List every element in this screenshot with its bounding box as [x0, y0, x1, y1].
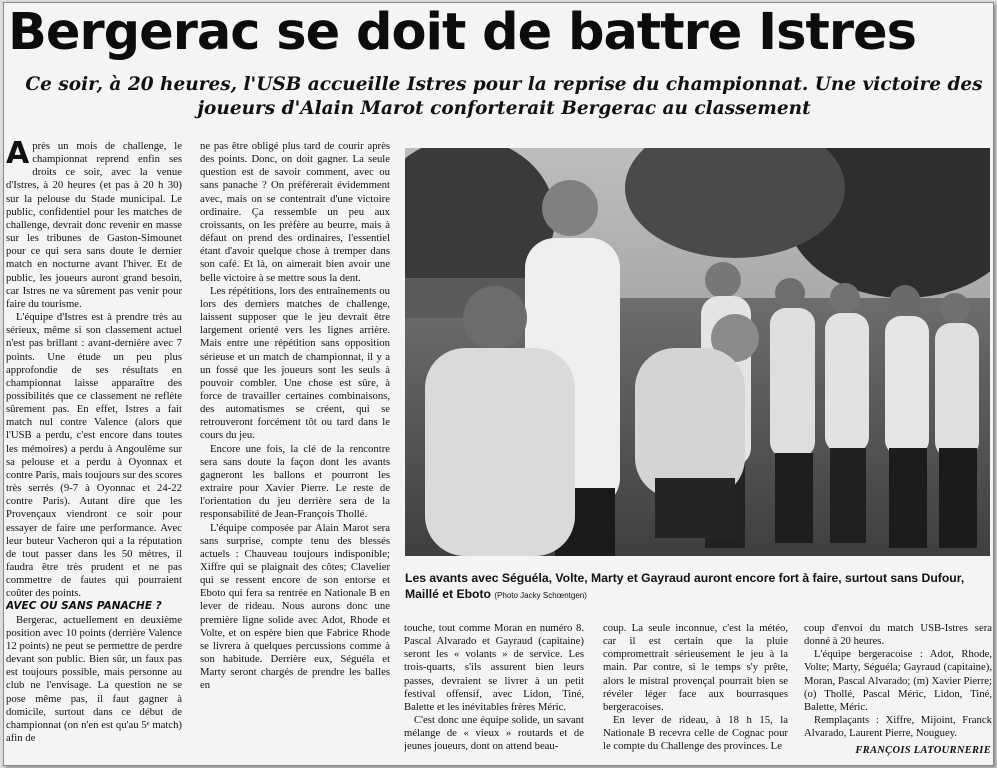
text-column-5: [804, 622, 992, 762]
paragraph: C'est donc une équipe solide, un savant mélange de « vieux » routards et de jeunes joueurs, dont on attend beau-: [404, 714, 584, 753]
drop-cap: A: [6, 140, 30, 171]
section-subhead: AVEC OU SANS PANACHE ?: [6, 600, 162, 613]
article-headline: Bergerac se doit de battre Istres: [8, 3, 916, 62]
text-column-4: [603, 622, 788, 762]
text-column-1: [6, 140, 182, 760]
rugby-team-photo: [405, 148, 990, 556]
paragraph: Encore une fois, la clé de la rencontre sera sans doute la façon dont les avants gagneront les ballons et pourront les extraire pour Xavier Pierre. Le reste de l'orientation du jeu derrière sera de la responsabilité de Jean-François Thollé.: [200, 442, 390, 521]
article-deck: Ce soir, à 20 heures, l'USB accueille Istres pour la reprise du championnat. Une victoire des joueurs d'Alain Marot conforterait Bergerac au classement: [25, 74, 983, 119]
team-lineup: L'équipe bergeracoise : Adot, Rhode, Volte; Marty, Séguéla; Gayraud (capitaine), Moran, Pascal Alvarado; (m) Xavier Pierre; (o) Thollé, Pascal Méric, Lidon, Tiné, Balette, Méric.: [804, 648, 992, 713]
paragraph: Bergerac, actuellement en deuxième position avec 10 points (derrière Valence 12 points) ne peut se permettre de perdre devant son public. Bien sûr, un faux pas est toujours possible, mais personne au club ne l'envisage. La question ne se pose même pas, il faut gagner à domicile, surtout dans ce début de championnat (on n'en est qu'au 5ᵉ match) afin de: [6, 613, 182, 745]
text-column-2: [200, 140, 390, 760]
text-column-3: [404, 622, 584, 762]
paragraph: Les répétitions, lors des entraînements ou lors des derniers matches de challenge, laissent supposer que le jeu devrait être largement orienté vers les lignes arrière. Mais entre une répétition sans opposition sérieuse et un match de championnat, il y a un fossé que les joueurs sont les seuls à pouvoir combler. Une chose est sûre, à force de travailler certaines combinaisons, des automatismes se créent, qui se retrouveront forcément tôt ou tard dans le cours du jeu.: [200, 284, 390, 442]
newspaper-page: [3, 2, 994, 766]
paragraph: L'équipe d'Istres est à prendre très au sérieux, même si son classement actuel n'est pas brillant : avant-dernière avec 7 points. Une étude un peu plus approfondie de ses résultats en championnat laisse apparaître des possibilités que ce classement ne reflète sûrement pas. En effet, Istres a fait match nul contre Valence (alors que l'USB a perdu, c'est encore dans toutes les mémoires) a perdu à Angoulême sur sa pelouse et a perdu à Oyonnax et contre Paris, mais toujours sur des scores très serrés (9-7 à Oyonnac et 24-22 contre Paris). Autant dire que les Provençaux viendront ce soir pour essayer de faire une performance. Avec leur buteur Vacheron qui a la réputation de tout passer dans les 50 mètres, il faudra être très prudent et ne pas commettre de fautes qui pourraient coûter des points.: [6, 311, 182, 600]
photo-credit: (Photo Jacky Schœntgen): [494, 591, 587, 600]
paragraph: L'équipe composée par Alain Marot sera sans surprise, compte tenu des blessés actuels : Chauveau toujours indisponible; Xiffre qui se plaignait des côtes; Clavelier qui se ressent encore de son entorse et Eboto qui fera sa rentrée en Nationale B en lever de rideau. Nous aurons donc une première ligne solide avec Adot, Rhode et Volte, et on espère bien que Fabrice Rhode se livrera à quelques percussions comme à son habitude. Derrière eux, Séguéla et Marty seront chargés de prendre les balles en: [200, 521, 390, 692]
photo-caption: Les avants avec Séguéla, Volte, Marty et Gayraud auront encore fort à faire, surtout sans Dufour, Maillé et Eboto (Photo Jacky Schœntgen): [405, 571, 965, 601]
paragraph: touche, tout comme Moran en numéro 8. Pascal Alvarado et Gayraud (capitaine) seront les « volants » de service. Les trois-quarts, s'ils assurent bien leurs passes, devraient se livrer à un petit festival offensif, avec Lidon, Tiné, Balette et les inévitables frères Méric.: [404, 622, 584, 713]
paragraph: coup. La seule inconnue, c'est la météo, car il est certain que la pluie compromettrait sérieusement le jeu à la main. Par contre, si le temps s'y prête, alors le mistral provençal pourrait bien se révéler léger face aux bourrasques bergeracoises.: [603, 622, 788, 713]
substitutes: Remplaçants : Xiffre, Mijoint, Franck Alvarado, Laurent Pierre, Nouguey.: [804, 714, 992, 740]
paragraph: coup d'envoi du match USB-Istres sera donné à 20 heures.: [804, 622, 992, 648]
paragraph: ne pas être obligé plus tard de courir après des points. Donc, on doit gagner. La seule question est de savoir comment, avec ou sans panache ? On préférerait évidemment avec, mais on se contentrait d'une victoire ordinaire. Ça ressemble un peu aux croissants, on les préfère au beurre, mais à défaut on prend des ordinaires, l'essentiel étant d'avoir quelque chose à tremper dans son café. Et là, on aimerait bien avoir une belle victoire à se mettre sous la dent.: [200, 140, 390, 284]
lead-paragraph: Après un mois de challenge, le championnat reprend enfin ses droits ce soir, avec la venue d'Istres, à 20 heures (et pas à 20 h 30) sur la pelouse du Stade municipal. Le public, confidentiel pour les matches de challenge, devrait donc revenir en masse sur les tribunes de Gaston-Simounet pour ce qui sera sans doute le dernier match en nocturne avant l'hiver. Et de public, les joueurs auront grand besoin, car Istres ne va sûrement pas venir pour faire du tourisme.: [6, 140, 182, 310]
author-byline: FRANÇOIS LATOURNERIE: [855, 745, 991, 756]
paragraph: En lever de rideau, à 18 h 15, la Nationale B recevra celle de Cognac pour le compte du Challenge des provinces. Le: [603, 714, 788, 753]
photo-illustration: [405, 148, 990, 556]
